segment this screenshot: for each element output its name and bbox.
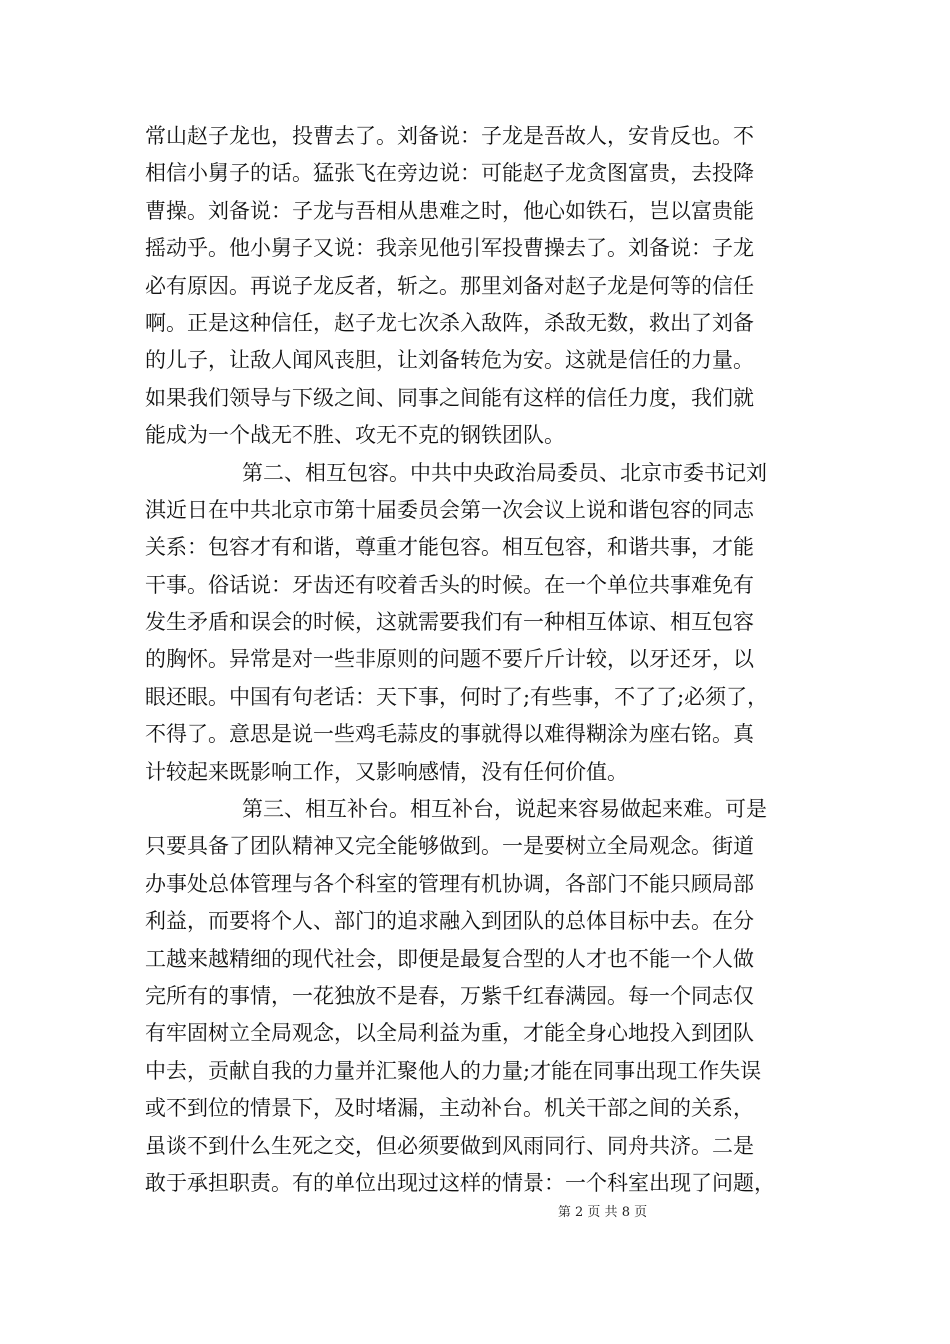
text-line: 利益，而要将个人、部门的追求融入到团队的总体目标中去。在分 [145, 909, 754, 934]
text-line: 如果我们领导与下级之间、同事之间能有这样的信任力度，我们就 [145, 385, 754, 410]
text-line: 完所有的事情，一花独放不是春，万紫千红春满园。每一个同志仅 [145, 983, 754, 1008]
text-line: 不得了。意思是说一些鸡毛蒜皮的事就得以难得糊涂为座右铭。真 [145, 722, 754, 747]
text-line: 摇动乎。他小舅子又说：我亲见他引军投曹操去了。刘备说：子龙 [145, 236, 754, 261]
body-text [145, 118, 825, 1202]
text-line: 敢于承担职责。有的单位出现过这样的情景：一个科室出现了问题， [145, 1170, 775, 1195]
text-line: 中去，贡献自我的力量并汇聚他人的力量;才能在同事出现工作失误 [145, 1058, 762, 1083]
text-line: 能成为一个战无不胜、攻无不克的钢铁团队。 [145, 423, 565, 448]
text-line: 干事。俗话说：牙齿还有咬着舌头的时候。在一个单位共事难免有 [145, 572, 754, 597]
text-line: 必有原因。再说子龙反者，斩之。那里刘备对赵子龙是何等的信任 [145, 273, 754, 298]
text-line: 计较起来既影响工作，又影响感情，没有任何价值。 [145, 759, 628, 784]
page-number-footer: 第 2 页 共 8 页 [557, 1205, 648, 1220]
text-line: 淇近日在中共北京市第十届委员会第一次会议上说和谐包容的同志 [145, 497, 754, 522]
text-line: 发生矛盾和误会的时候，这就需要我们有一种相互体谅、相互包容 [145, 610, 754, 635]
text-line: 有牢固树立全局观念，以全局利益为重，才能全身心地投入到团队 [145, 1021, 754, 1046]
text-line: 啊。正是这种信任，赵子龙七次杀入敌阵，杀敌无数，救出了刘备 [145, 310, 754, 335]
text-line: 相信小舅子的话。猛张飞在旁边说：可能赵子龙贪图富贵，去投降 [145, 161, 754, 186]
text-line: 常山赵子龙也，投曹去了。刘备说：子龙是吾故人，安肯反也。不 [145, 124, 754, 148]
text-line: 只要具备了团队精神又完全能够做到。一是要树立全局观念。街道 [145, 834, 754, 859]
paragraph-start-line: 第二、相互包容。中共中央政治局委员、北京市委书记刘 [242, 460, 767, 485]
text-line: 办事处总体管理与各个科室的管理有机协调，各部门不能只顾局部 [145, 871, 754, 896]
text-line: 或不到位的情景下，及时堵漏，主动补台。机关干部之间的关系， [145, 1096, 754, 1121]
text-line: 曹操。刘备说：子龙与吾相从患难之时，他心如铁石，岂以富贵能 [145, 198, 754, 223]
text-line: 关系：包容才有和谐，尊重才能包容。相互包容，和谐共事，才能 [145, 535, 754, 560]
text-line: 工越来越精细的现代社会，即便是最复合型的人才也不能一个人做 [145, 946, 754, 971]
text-line: 虽谈不到什么生死之交，但必须要做到风雨同行、同舟共济。二是 [145, 1133, 754, 1158]
text-line: 眼还眼。中国有句老话：天下事，何时了;有些事，不了了;必须了， [145, 684, 769, 709]
text-line: 的胸怀。异常是对一些非原则的问题不要斤斤计较，以牙还牙，以 [145, 647, 754, 672]
text-line: 的儿子，让敌人闻风丧胆，让刘备转危为安。这就是信任的力量。 [145, 348, 754, 373]
paragraph-start-line: 第三、相互补台。相互补台，说起来容易做起来难。可是 [242, 797, 767, 822]
